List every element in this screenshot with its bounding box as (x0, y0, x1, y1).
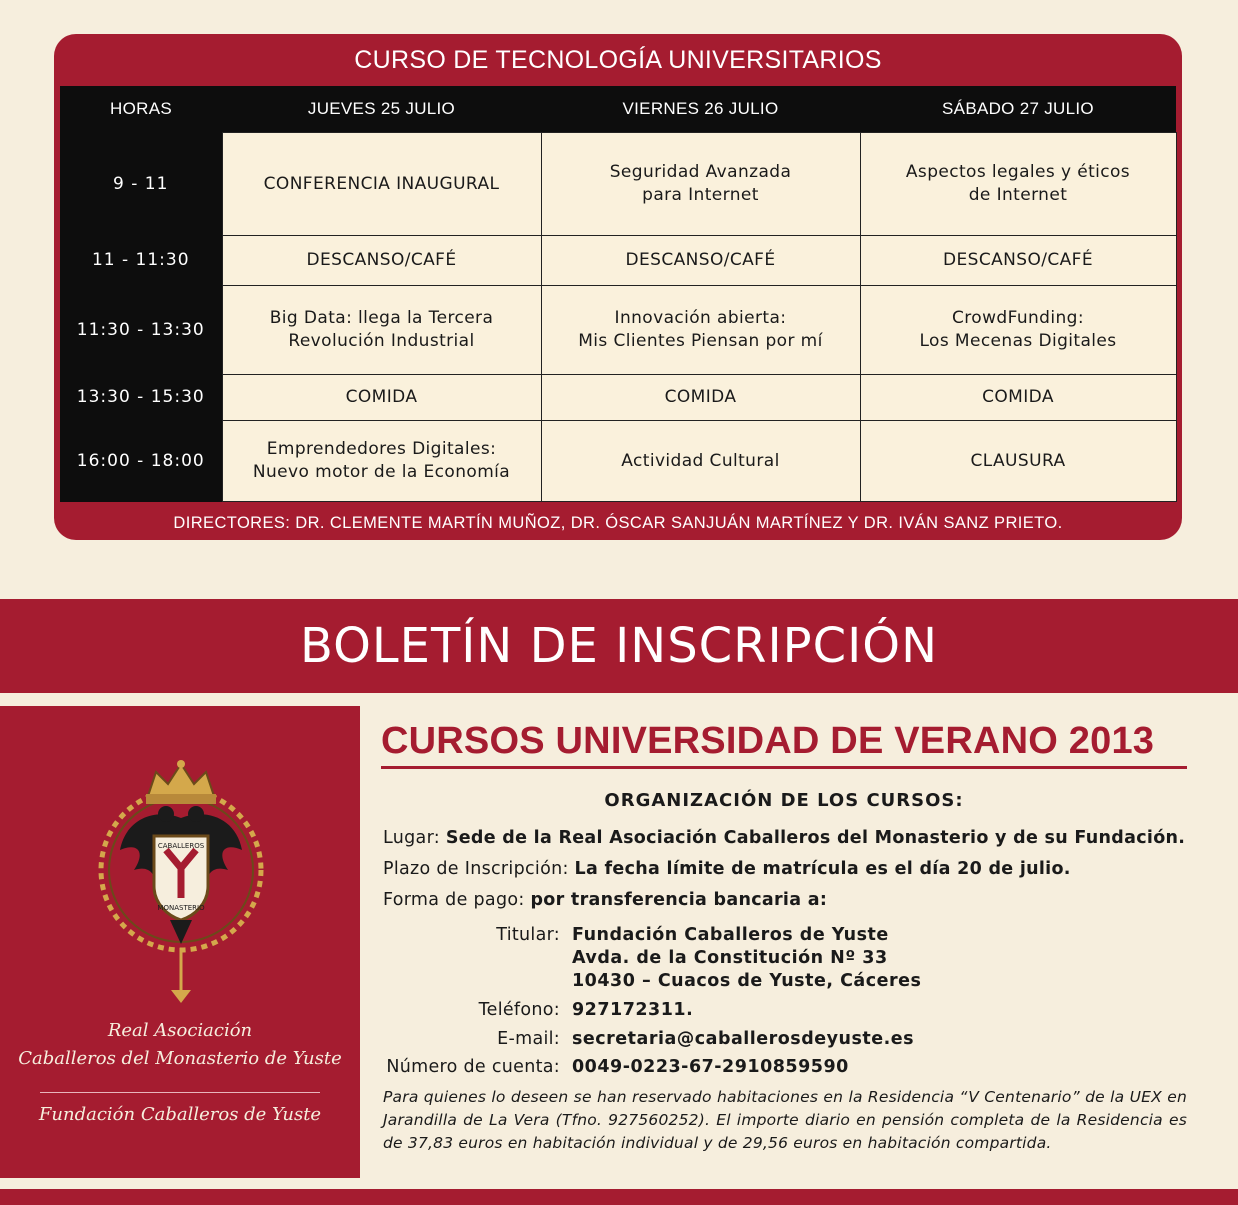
session-cell (222, 133, 541, 236)
table-row (60, 375, 1176, 421)
session-line: DESCANSO/CAFÉ (943, 250, 1093, 270)
session-cell (222, 236, 541, 286)
header-viernes: VIERNES 26 JULIO (541, 86, 860, 133)
org-name-line2: Caballeros del Monasterio de Yuste (18, 1048, 342, 1069)
panel-divider (40, 1092, 320, 1093)
session-line: DESCANSO/CAFÉ (625, 250, 776, 270)
session-cell (222, 286, 541, 375)
session-line: de Internet (968, 185, 1068, 205)
email-label: E-mail: (497, 1029, 560, 1049)
titular-label: Titular: (496, 925, 560, 945)
plazo-line (383, 859, 1071, 879)
titular-line1: Fundación Caballeros de Yuste (572, 925, 889, 945)
courses-title: CURSOS UNIVERSIDAD DE VERANO 2013 (381, 716, 1187, 769)
lugar-label: Lugar: (383, 828, 440, 848)
header-jueves: JUEVES 25 JULIO (222, 86, 541, 133)
session-line: Seguridad Avanzada (609, 162, 792, 182)
header-sabado: SÁBADO 27 JULIO (860, 86, 1176, 133)
session-line: CrowdFunding: (952, 308, 1084, 328)
session-cell (860, 133, 1176, 236)
header-horas: HORAS (60, 86, 222, 133)
session-line: Mis Clientes Piensan por mí (578, 331, 823, 351)
hour-cell: 9 - 11 (60, 133, 222, 236)
hour-cell: 11 - 11:30 (60, 236, 222, 286)
lugar-value: Sede de la Real Asociación Caballeros del Monasterio y de su Fundación. (445, 828, 1186, 848)
schedule-card (54, 34, 1182, 540)
session-cell (541, 421, 860, 502)
table-row (60, 133, 1176, 236)
session-line: COMIDA (982, 387, 1054, 407)
session-cell (541, 133, 860, 236)
titular-line2: Avda. de la Constitución Nº 33 (572, 948, 888, 968)
session-line: para Internet (642, 185, 759, 205)
logo-panel (0, 706, 360, 1178)
session-cell (222, 375, 541, 421)
pago-label: Forma de pago: (383, 890, 525, 910)
session-line: Actividad Cultural (621, 450, 780, 471)
organization-heading: ORGANIZACIÓN DE LOS CURSOS: (604, 790, 964, 811)
cuenta-label: Número de cuenta: (386, 1057, 560, 1077)
session-line: Innovación abierta: (614, 308, 787, 328)
pago-value: por transferencia bancaria a: (530, 890, 828, 910)
session-cell (860, 375, 1176, 421)
foundation-name: Fundación Caballeros de Yuste (38, 1104, 322, 1125)
hour-cell: 16:00 - 18:00 (60, 421, 222, 502)
session-line: CONFERENCIA INAUGURAL (263, 173, 500, 194)
session-line: Nuevo motor de la Economía (252, 462, 511, 482)
plazo-label: Plazo de Inscripción: (383, 859, 569, 879)
email-value[interactable]: secretaria@caballerosdeyuste.es (572, 1029, 915, 1049)
telefono-label: Teléfono: (478, 1000, 560, 1020)
bottom-bar (0, 1189, 1238, 1205)
session-cell (541, 236, 860, 286)
schedule-title: CURSO DE TECNOLOGÍA UNIVERSITARIOS (354, 45, 882, 74)
session-cell (222, 421, 541, 502)
session-line: Los Mecenas Digitales (919, 331, 1117, 351)
telefono-value: 927172311. (572, 1000, 694, 1020)
schedule-header-row (60, 86, 1176, 133)
lugar-line (383, 828, 1185, 848)
session-line: Big Data: llega la Tercera (269, 308, 494, 328)
table-row (60, 236, 1176, 286)
org-name-line1: Real Asociación (107, 1020, 253, 1041)
crest-text-bottom: MONASTERIO (157, 904, 205, 912)
directors-line: DIRECTORES: DR. CLEMENTE MARTÍN MUÑOZ, DR. ÓSCAR SANJUÁN MARTÍNEZ Y DR. IVÁN SANZ PRIETO. (173, 513, 1063, 532)
session-cell (541, 375, 860, 421)
hour-cell: 13:30 - 15:30 (60, 375, 222, 421)
session-line: Aspectos legales y éticos (905, 162, 1131, 182)
session-line: COMIDA (664, 387, 737, 407)
session-cell (860, 236, 1176, 286)
crest-text-top: CABALLEROS (157, 842, 205, 850)
schedule-table (60, 86, 1177, 502)
table-row (60, 286, 1176, 375)
session-line: Emprendedores Digitales: (266, 439, 497, 459)
titular-line3: 10430 – Cuacos de Yuste, Cáceres (572, 971, 922, 991)
session-cell (860, 286, 1176, 375)
session-line: COMIDA (345, 387, 418, 407)
plazo-value: La fecha límite de matrícula es el día 20 de julio. (574, 859, 1071, 879)
session-line: CLAUSURA (970, 450, 1066, 471)
session-line: DESCANSO/CAFÉ (306, 250, 457, 270)
pago-line (383, 890, 827, 910)
hour-cell: 11:30 - 13:30 (60, 286, 222, 375)
session-cell (541, 286, 860, 375)
table-row (60, 421, 1176, 502)
accommodation-note: Para quienes lo deseen se han reservado habitaciones en la Residencia “V Centenario” de la UEX en Jarandilla de La Vera (Tfno. 927560252). El importe diario en pensión completa de la Residencia es de 37,83 euros en habitación individual y de 29,56 euros en habitación compartida. (383, 1088, 1187, 1152)
session-cell (860, 421, 1176, 502)
coat-of-arms-icon (86, 758, 276, 1003)
session-line: Revolución Industrial (288, 331, 475, 351)
cuenta-value: 0049-0223-67-2910859590 (572, 1057, 849, 1077)
registration-banner: BOLETÍN DE INSCRIPCIÓN (0, 599, 1238, 693)
